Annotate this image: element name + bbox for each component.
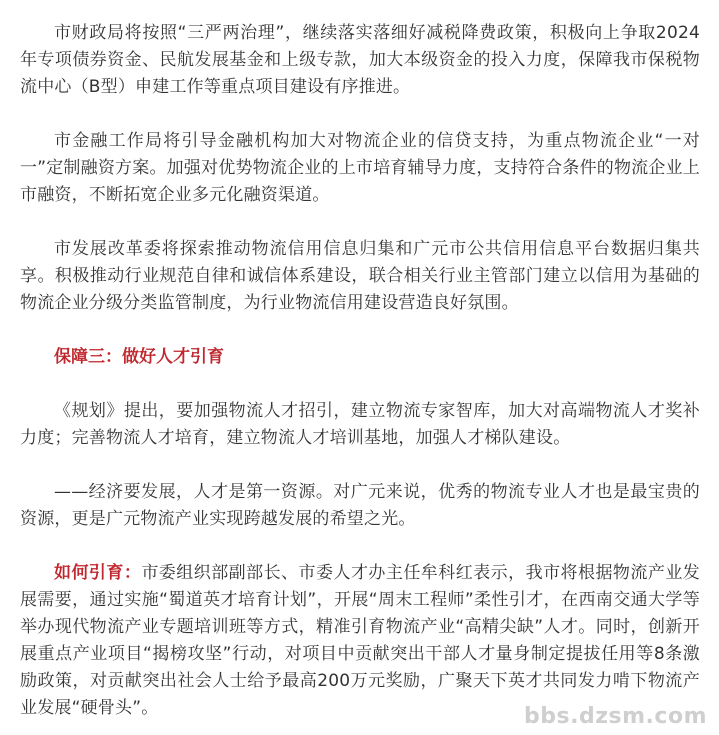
- paragraph-gap: [20, 371, 700, 398]
- paragraph-how-to-attract-body: 市委组织部副部长、市委人才办主任牟科红表示，我市将根据物流产业发展需要，通过实施“蜀道英才培育计划”，开展“周末工程师”柔性引才，在西南交通大学等举办现代物流产业专题培训班等方式，精准引育物流产业“高精尖缺”人才。同时，创新开展重点产业项目“揭榜攻坚”行动，对项目中贡献突出干部人才量身制定提拔任用等8条激励政策，对贡献突出社会人士给予最高200万元奖励，广聚天下英才共同发力啃下物流产业发展“硬骨头”。: [20, 563, 701, 718]
- paragraph-how-to-attract: [20, 560, 700, 722]
- paragraph-plan-talent: 《规划》提出，要加强物流人才招引，建立物流专家智库，加大对高端物流人才奖补力度；完善物流人才培育，建立物流人才培训基地，加强人才梯队建设。: [20, 401, 700, 448]
- paragraph-gap: [20, 101, 700, 128]
- paragraph-gap: [20, 209, 700, 236]
- paragraph-gap: [20, 452, 700, 479]
- paragraph-finance-work-bureau: 市金融工作局将引导金融机构加大对物流企业的信贷支持，为重点物流企业“一对一”定制融资方案。加强对优势物流企业的上市培育辅导力度，支持符合条件的物流企业上市融资，不断拓宽企业多元化融资渠道。: [20, 131, 700, 205]
- paragraph-finance-bureau: 市财政局将按照“三严两治理”，继续落实落细好减税降费政策，积极向上争取2024年专项债券资金、民航发展基金和上级专款，加大本级资金的投入力度，保障我市保税物流中心（B型）申建工作等重点项目建设有序推进。: [20, 23, 700, 97]
- article-body: [20, 20, 700, 722]
- paragraph-gap: [20, 533, 700, 560]
- paragraph-gap: [20, 317, 700, 344]
- lead-label-how-to-attract: 如何引育：: [54, 563, 142, 583]
- paragraph-development-reform: 市发展改革委将探索推动物流信用信息归集和广元市公共信用信息平台数据归集共享。积极推动行业规范自律和诚信体系建设，联合相关行业主管部门建立以信用为基础的物流企业分级分类监管制度，为行业物流信用建设营造良好氛围。: [20, 239, 700, 313]
- section-heading-talent: 保障三：做好人才引育: [54, 347, 224, 367]
- paragraph-talent-resource: ——经济要发展，人才是第一资源。对广元来说，优秀的物流专业人才也是最宝贵的资源，更是广元物流产业实现跨越发展的希望之光。: [20, 482, 700, 529]
- site-watermark: bbs.dzsm.com: [524, 704, 707, 729]
